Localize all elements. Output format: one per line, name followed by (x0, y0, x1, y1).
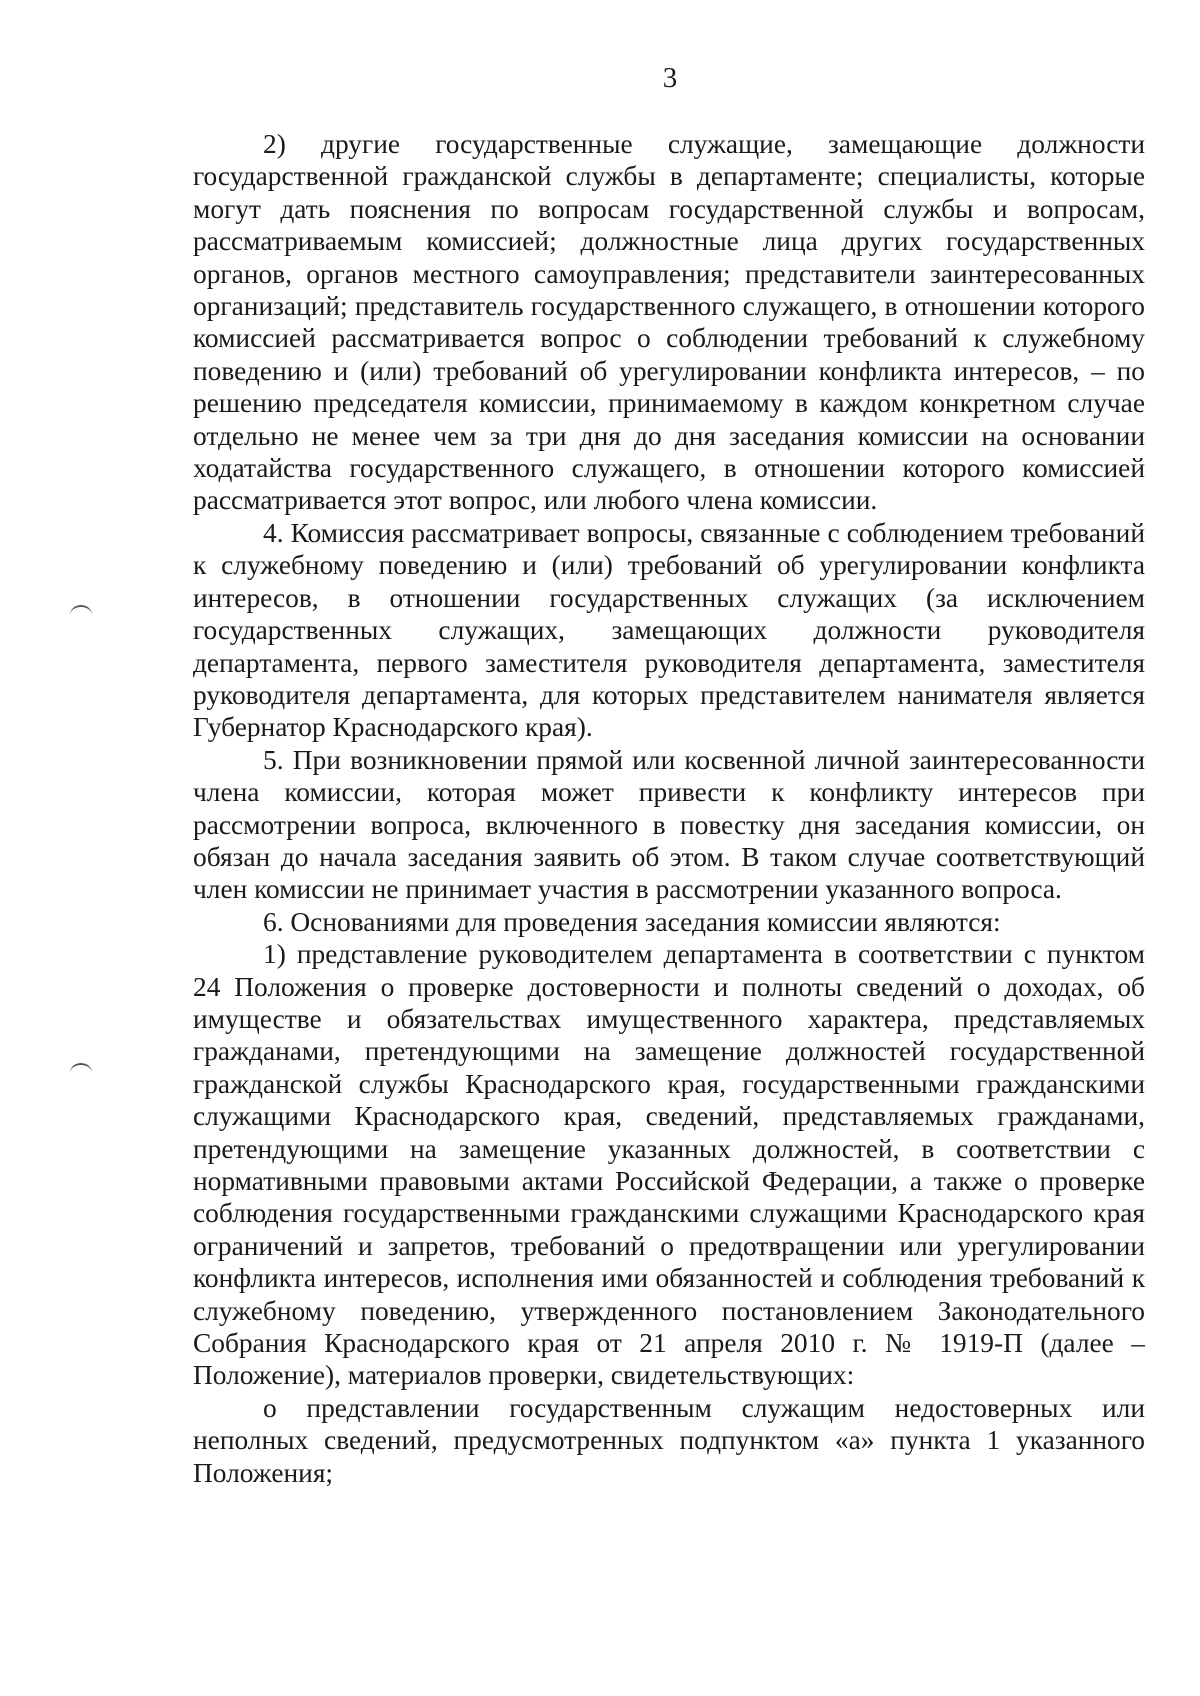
paragraph-6-item-1-submission: 1) представление руководителем департамента в соответствии с пунктом 24 Положения о проверке достоверности и полноты сведений о доходах, об имуществе и обязательствах имущественного характера, представляемых гражданами, претендующими на замещение должностей государственной гражданской службы Краснодарского края, государственными гражданскими служащими Краснодарского края, сведений, представляемых гражданами, претендующими на замещение указанных должностей, в соответствии с нормативными правовыми актами Российской Федерации, а также о проверке соблюдения государственными гражданскими служащими Краснодарского края ограничений и запретов, требований о предотвращении или урегулировании конфликта интересов, исполнения ими обязанностей и соблюдения требований к служебному поведению, утвержденного постановлением Законодательного Собрания Краснодарского края от 21 апреля 2010 г. № 1919-П (далее – Положение), материалов проверки, свидетельствующих: (193, 939, 1145, 1391)
paragraph-5-conflict-of-interest: 5. При возникновении прямой или косвенной личной заинтересованности члена комиссии, которая может привести к конфликту интересов при рассмотрении вопроса, включенного в повестку дня заседания комиссии, он обязан до начала заседания заявить об этом. В таком случае соответствующий член комиссии не принимает участия в рассмотрении указанного вопроса. (193, 744, 1145, 905)
page-number: 3 (662, 62, 678, 94)
document-body (193, 128, 1145, 1489)
margin-punch-mark (70, 1063, 92, 1073)
margin-punch-mark (70, 605, 92, 615)
paragraph-6-grounds-heading: 6. Основаниями для проведения заседания комиссии являются: (263, 906, 1001, 937)
paragraph-4-commission-scope: 4. Комиссия рассматривает вопросы, связанные с соблюдением требований к служебному поведению и (или) требований об урегулировании конфликта интересов, в отношении государственных служащих (за исключением государственных служащих, замещающих должности руководителя департамента, первого заместителя руководителя департамента, заместителя руководителя департамента, для которых представителем нанимателя является Губернатор Краснодарского края). (193, 517, 1145, 743)
paragraph-item-2-participants: 2) другие государственные служащие, замещающие должности государственной гражданской службы в департаменте; специалисты, которые могут дать пояснения по вопросам государственной службы и вопросам, рассматриваемым комиссией; должностные лица других государственных органов, органов местного самоуправления; представители заинтересованных организаций; представитель государственного служащего, в отношении которого комиссией рассматривается вопрос о соблюдении требований к служебному поведению и (или) требований об урегулировании конфликта интересов, – по решению председателя комиссии, принимаемому в каждом конкретном случае отдельно не менее чем за три дня до дня заседания комиссии на основании ходатайства государственного служащего, в отношении которого комиссией рассматривается этот вопрос, или любого члена комиссии. (193, 129, 1145, 516)
paragraph-unreliable-info: о представлении государственным служащим недостоверных или неполных сведений, предусмотренных подпунктом «а» пункта 1 указанного Положения; (193, 1392, 1145, 1488)
